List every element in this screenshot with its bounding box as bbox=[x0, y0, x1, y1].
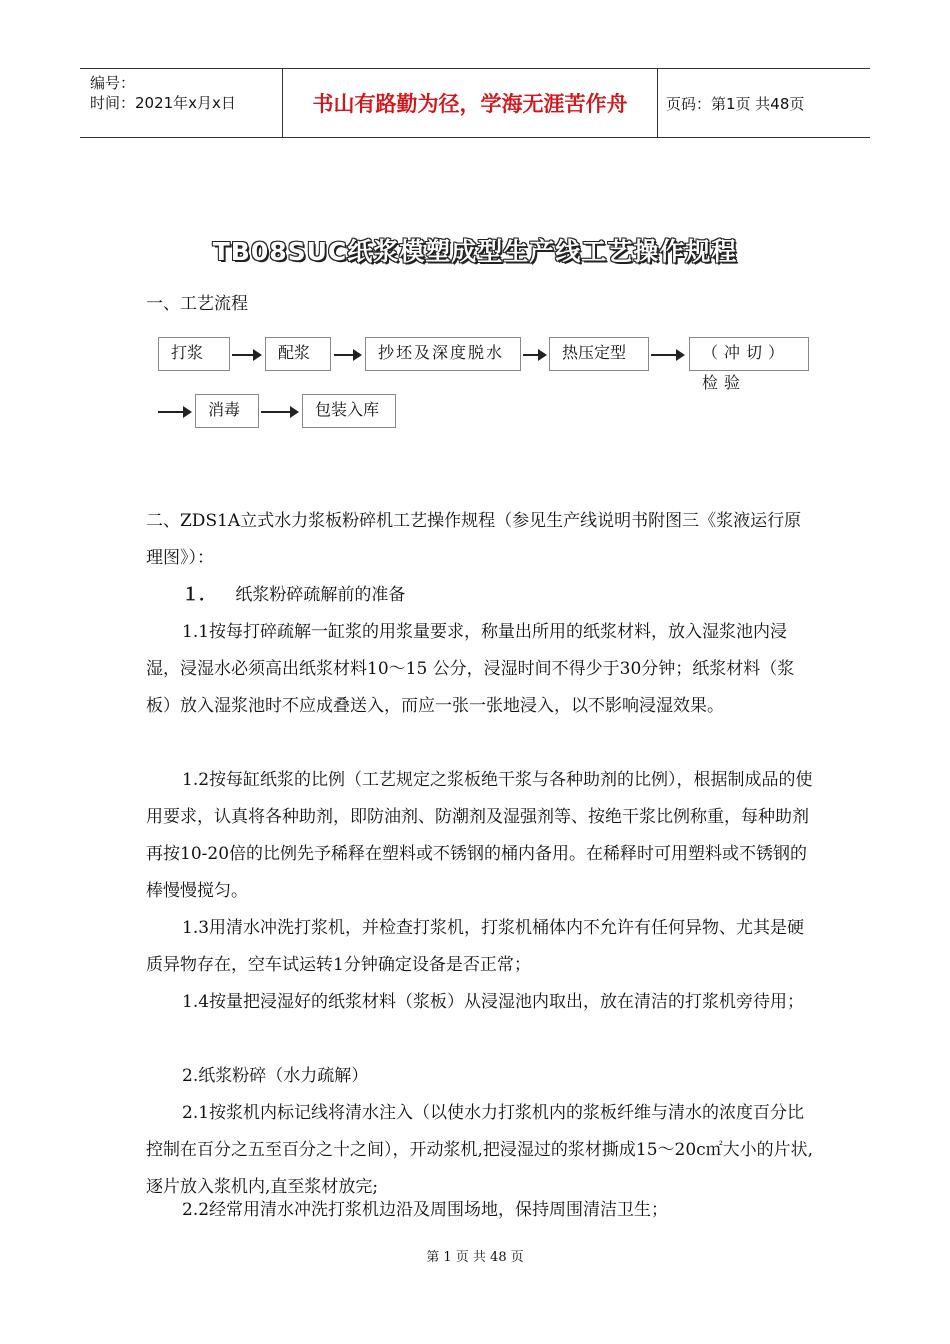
page-label: 页码：第1页 共48页 bbox=[666, 94, 805, 113]
flow-step-5: （冲切）检验 bbox=[689, 337, 809, 371]
section2-heading: 二、ZDS1A立式水力浆板粉碎机工艺操作规程（参见生产线说明书附图三《浆液运行原理图》）： bbox=[146, 511, 802, 568]
paragraph-1-1: 1.1按每打碎疏解一缸浆的用浆量要求，称量出所用的纸浆材料，放入湿浆池内浸湿，浸湿水必须高出纸浆材料10～15 公分，浸湿时间不得少于30分钟；纸浆材料（浆板）放入湿浆池时不应成叠送入，而应一张一张地浸入，以不影响浸湿效果。 bbox=[146, 622, 795, 716]
flow-step-7: 包装入库 bbox=[302, 394, 396, 428]
date-label: 时间：2021年x月x日 bbox=[90, 94, 236, 112]
paragraph-1-2: 1.2按每缸纸浆的比例（工艺规定之浆板绝干浆与各种助剂的比例），根据制成品的使用要求，认真将各种助剂，即防油剂、防潮剂及湿强剂等、按绝干浆比例称重，每种助剂再按10-20倍的比例先予稀释在塑料或不锈钢的桶内备用。在稀释时可用塑料或不锈钢的棒慢慢搅匀。 bbox=[146, 770, 813, 901]
subsection2-heading: 2.纸浆粉碎（水力疏解） bbox=[182, 1066, 369, 1086]
page-footer: 第 1 页 共 48 页 bbox=[426, 1250, 524, 1265]
flow-step-2: 配浆 bbox=[265, 337, 331, 371]
subsection1-heading bbox=[146, 577, 818, 614]
flow-arrow bbox=[334, 354, 354, 356]
paragraph-1-3: 1.3用清水冲洗打浆机，并检查打浆机，打浆机桶体内不允许有任何异物、尤其是硬质异物存在，空车试运转1分钟确定设备是否正常； bbox=[146, 918, 805, 975]
flow-arrow bbox=[261, 411, 291, 413]
paragraph-2-1: 2.1按浆机内标记线将清水注入（以使水力打浆机内的浆板纤维与清水的浓度百分比控制在百分之五至百分之十之间），开动浆机,把浸湿过的浆材撕成15～20c㎡大小的片状,逐片放入浆机内,直至浆材放完; bbox=[146, 1103, 814, 1197]
flow-step-3: 抄坯及深度脱水 bbox=[365, 337, 521, 371]
section1-heading: 一、工艺流程 bbox=[146, 294, 248, 314]
header-meta bbox=[80, 69, 282, 137]
paragraph-1-4: 1.4按量把浸湿好的纸浆材料（浆板）从浸湿池内取出，放在清洁的打浆机旁待用； bbox=[182, 992, 805, 1012]
flow-arrow bbox=[232, 354, 254, 356]
flow-step-4: 热压定型 bbox=[549, 337, 649, 371]
subsection1-title: 纸浆粉碎疏解前的准备 bbox=[235, 585, 406, 605]
flow-arrow bbox=[158, 411, 184, 413]
motto: 书山有路勤为径，学海无涯苦作舟 bbox=[282, 69, 658, 137]
doc-title: TB08SUC纸浆模塑成型生产线工艺操作规程 bbox=[212, 237, 738, 266]
paragraph-2-2: 2.2经常用清水冲洗打浆机边沿及周围场地，保持周围清洁卫生； bbox=[182, 1200, 669, 1220]
flow-step-1: 打浆 bbox=[158, 337, 230, 371]
number-label: 编号： bbox=[90, 74, 136, 92]
flow-step-6: 消毒 bbox=[195, 394, 259, 428]
flow-arrow bbox=[523, 354, 539, 356]
header-table bbox=[80, 68, 870, 138]
flow-arrow bbox=[651, 354, 677, 356]
subsection1-number: １． bbox=[182, 585, 216, 605]
